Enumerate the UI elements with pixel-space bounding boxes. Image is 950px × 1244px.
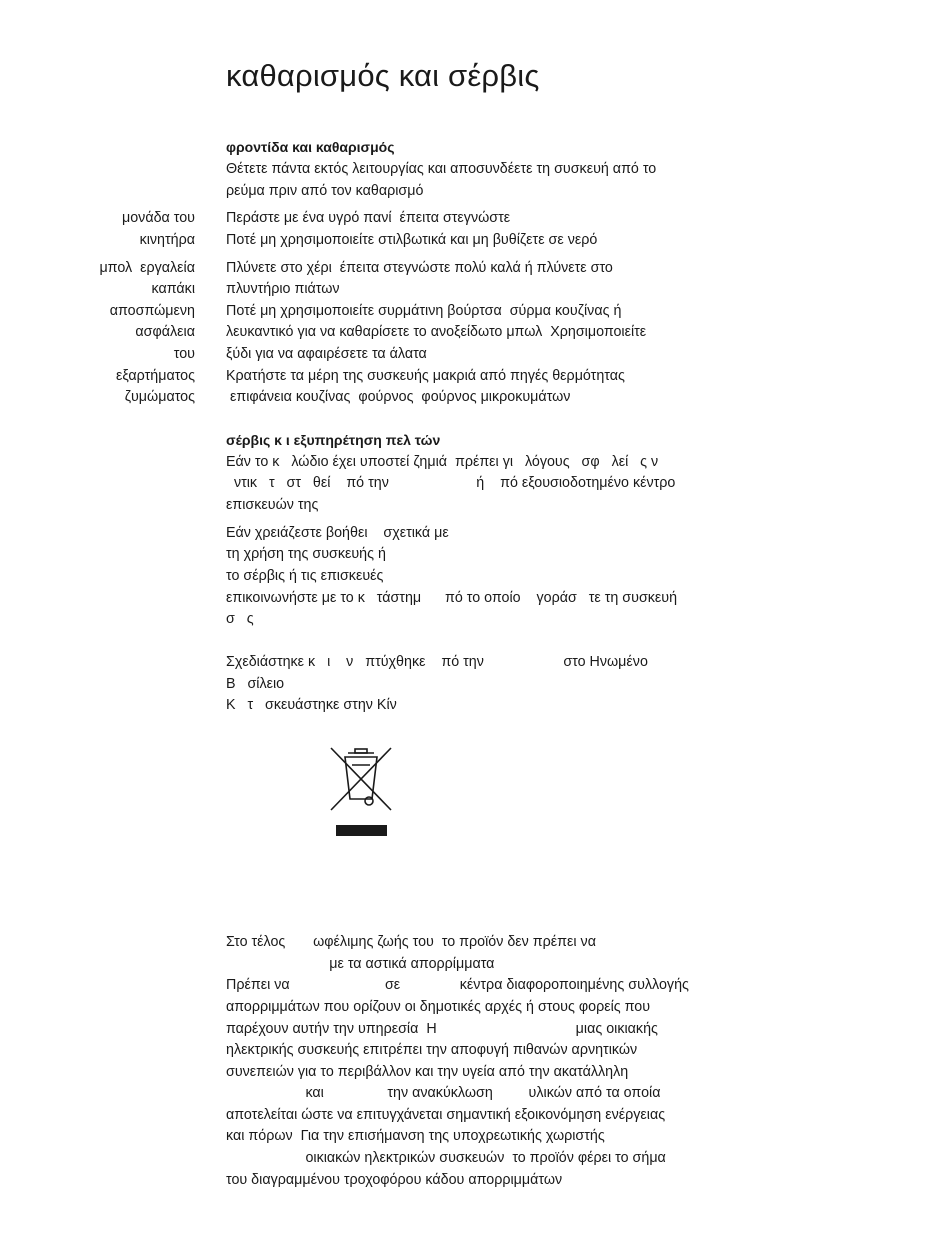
service-para2-line-2: τη χρήση της συσκευής ή [226, 546, 386, 562]
page-title: καθαρισμός και σέρβις [226, 58, 540, 93]
service-para1-line-3: επισκευών της [226, 497, 319, 513]
service-heading: σέρβις κ ι εξυπηρέτηση πελ τών [226, 432, 441, 448]
service-para2-line-1: Εάν χρειάζεστε βοήθει σχετικά με [226, 525, 449, 541]
parts-line-6: Κρατήστε τα μέρη της συσκευής μακριά από πηγές θερμότητας [226, 368, 625, 384]
disposal-line-4: απορριμμάτων που ορίζουν οι δημοτικές αρχές ή στους φορείς που [226, 999, 651, 1015]
care-intro-line-1: Θέτετε πάντα εκτός λειτουργίας και αποσυνδέετε τη συσκευή από το [226, 161, 657, 177]
service-para2-line-5: σ ς [226, 611, 254, 627]
service-para3-line-2: Β σίλειο [226, 676, 285, 692]
parts-label-3: αποσπώμενη [109, 303, 195, 319]
disposal-line-1: Στο τέλος ωφέλιμης ζωής του το προϊόν δεν πρέπει να [226, 934, 596, 950]
service-para3-line-3: Κ τ σκευάστηκε στην Κίν [226, 697, 397, 713]
motor-line-2: Ποτέ μη χρησιμοποιείτε στιλβωτικά και μη βυθίζετε σε νερό [226, 232, 598, 248]
service-para3-line-1: Σχεδιάστηκε κ ι ν πτύχθηκε πό την στο Ηνωμένο [226, 654, 648, 670]
service-para2-line-3: το σέρβις ή τις επισκευές [226, 568, 384, 584]
service-para1-line-1: Εάν το κ λώδιο έχει υποστεί ζημιά πρέπει γι λόγους σφ λεί ς ν [226, 454, 659, 470]
disposal-line-3: Πρέπει να σε κέντρα διαφοροποιημένης συλλογής [226, 977, 689, 993]
parts-label-2: καπάκι [151, 281, 195, 297]
motor-label-1: μονάδα του [121, 210, 195, 226]
motor-label-2: κινητήρα [139, 232, 195, 248]
motor-line-1: Περάστε με ένα υγρό πανί έπειτα στεγνώστε [226, 210, 511, 226]
service-para1-line-2: ντικ τ στ θεί πό την ή πό εξουσιοδοτημένο κέντρο [226, 475, 676, 491]
parts-line-7: επιφάνεια κουζίνας φούρνος φούρνος μικροκυμάτων [226, 389, 571, 405]
parts-line-2: πλυντήριο πιάτων [226, 281, 340, 297]
parts-label-7: ζυμώματος [124, 389, 195, 405]
care-intro-line-2: ρεύμα πριν από τον καθαρισμό [226, 183, 424, 199]
disposal-line-10: και πόρων Για την επισήμανση της υποχρεωτικής χωριστής [226, 1128, 605, 1144]
weee-black-bar [336, 825, 387, 836]
disposal-line-5: παρέχουν αυτήν την υπηρεσία Η μιας οικιακής [226, 1021, 658, 1037]
disposal-line-7: συνεπειών για το περιβάλλον και την υγεία από την ακατάλληλη [226, 1064, 629, 1080]
parts-line-1: Πλύνετε στο χέρι έπειτα στεγνώστε πολύ καλά ή πλύνετε στο [226, 260, 613, 276]
parts-line-3: Ποτέ μη χρησιμοποιείτε συρμάτινη βούρτσα σύρμα κουζίνας ή [226, 303, 622, 319]
parts-label-5: του [173, 346, 195, 362]
parts-label-4: ασφάλεια [135, 324, 195, 340]
disposal-line-2: με τα αστικά απορρίμματα [226, 956, 495, 972]
disposal-line-8: και την ανακύκλωση υλικών από τα οποία [226, 1085, 661, 1101]
service-para2-line-4: επικοινωνήστε με το κ τάστημ πό το οποίο γοράσ τε τη συσκευή [226, 590, 678, 606]
care-heading: φροντίδα και καθαρισμός [226, 139, 395, 155]
parts-line-5: ξύδι για να αφαιρέσετε τα άλατα [226, 346, 427, 362]
parts-label-6: εξαρτήματος [116, 368, 195, 384]
parts-label-1: μπολ εργαλεία [99, 260, 195, 276]
disposal-line-6: ηλεκτρικής συσκευής επιτρέπει την αποφυγή πιθανών αρνητικών [226, 1042, 638, 1058]
crossed-out-wheelie-bin-icon [328, 745, 394, 813]
disposal-line-9: αποτελείται ώστε να επιτυγχάνεται σημαντική εξοικονόμηση ενέργειας [226, 1107, 666, 1123]
parts-line-4: λευκαντικό για να καθαρίσετε το ανοξείδωτο μπωλ Χρησιμοποιείτε [226, 324, 647, 340]
disposal-line-11: οικιακών ηλεκτρικών συσκευών το προϊόν φέρει το σήμα [226, 1150, 666, 1166]
disposal-line-12: του διαγραμμένου τροχοφόρου κάδου απορριμμάτων [226, 1172, 563, 1188]
